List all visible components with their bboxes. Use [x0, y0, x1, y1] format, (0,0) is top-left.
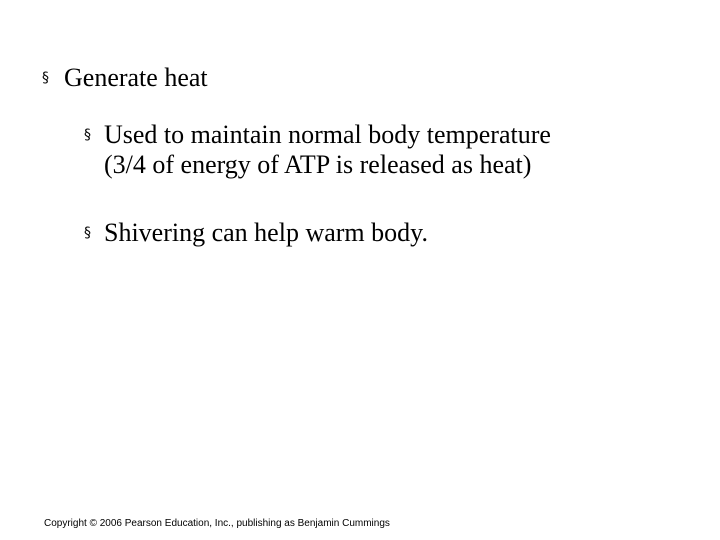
- sub-bullet-text: [104, 120, 551, 180]
- sub-bullet-text: [104, 218, 428, 248]
- bullet-text: Generate heat: [64, 63, 208, 92]
- section-bullet-icon: §: [42, 70, 49, 86]
- sub-bullet-line: Shivering can help warm body.: [104, 218, 428, 247]
- sub-bullet-line: (3/4 of energy of ATP is released as heat): [104, 150, 532, 179]
- copyright-footer: Copyright © 2006 Pearson Education, Inc., publishing as Benjamin Cummings: [44, 518, 390, 529]
- section-bullet-icon: §: [84, 225, 91, 241]
- section-bullet-icon: §: [84, 127, 91, 143]
- sub-bullet-line: Used to maintain normal body temperature: [104, 120, 551, 149]
- sub-bullet-shivering: [84, 218, 704, 248]
- bullet-generate-heat: [42, 63, 208, 93]
- sub-bullet-body-temperature: [84, 120, 704, 180]
